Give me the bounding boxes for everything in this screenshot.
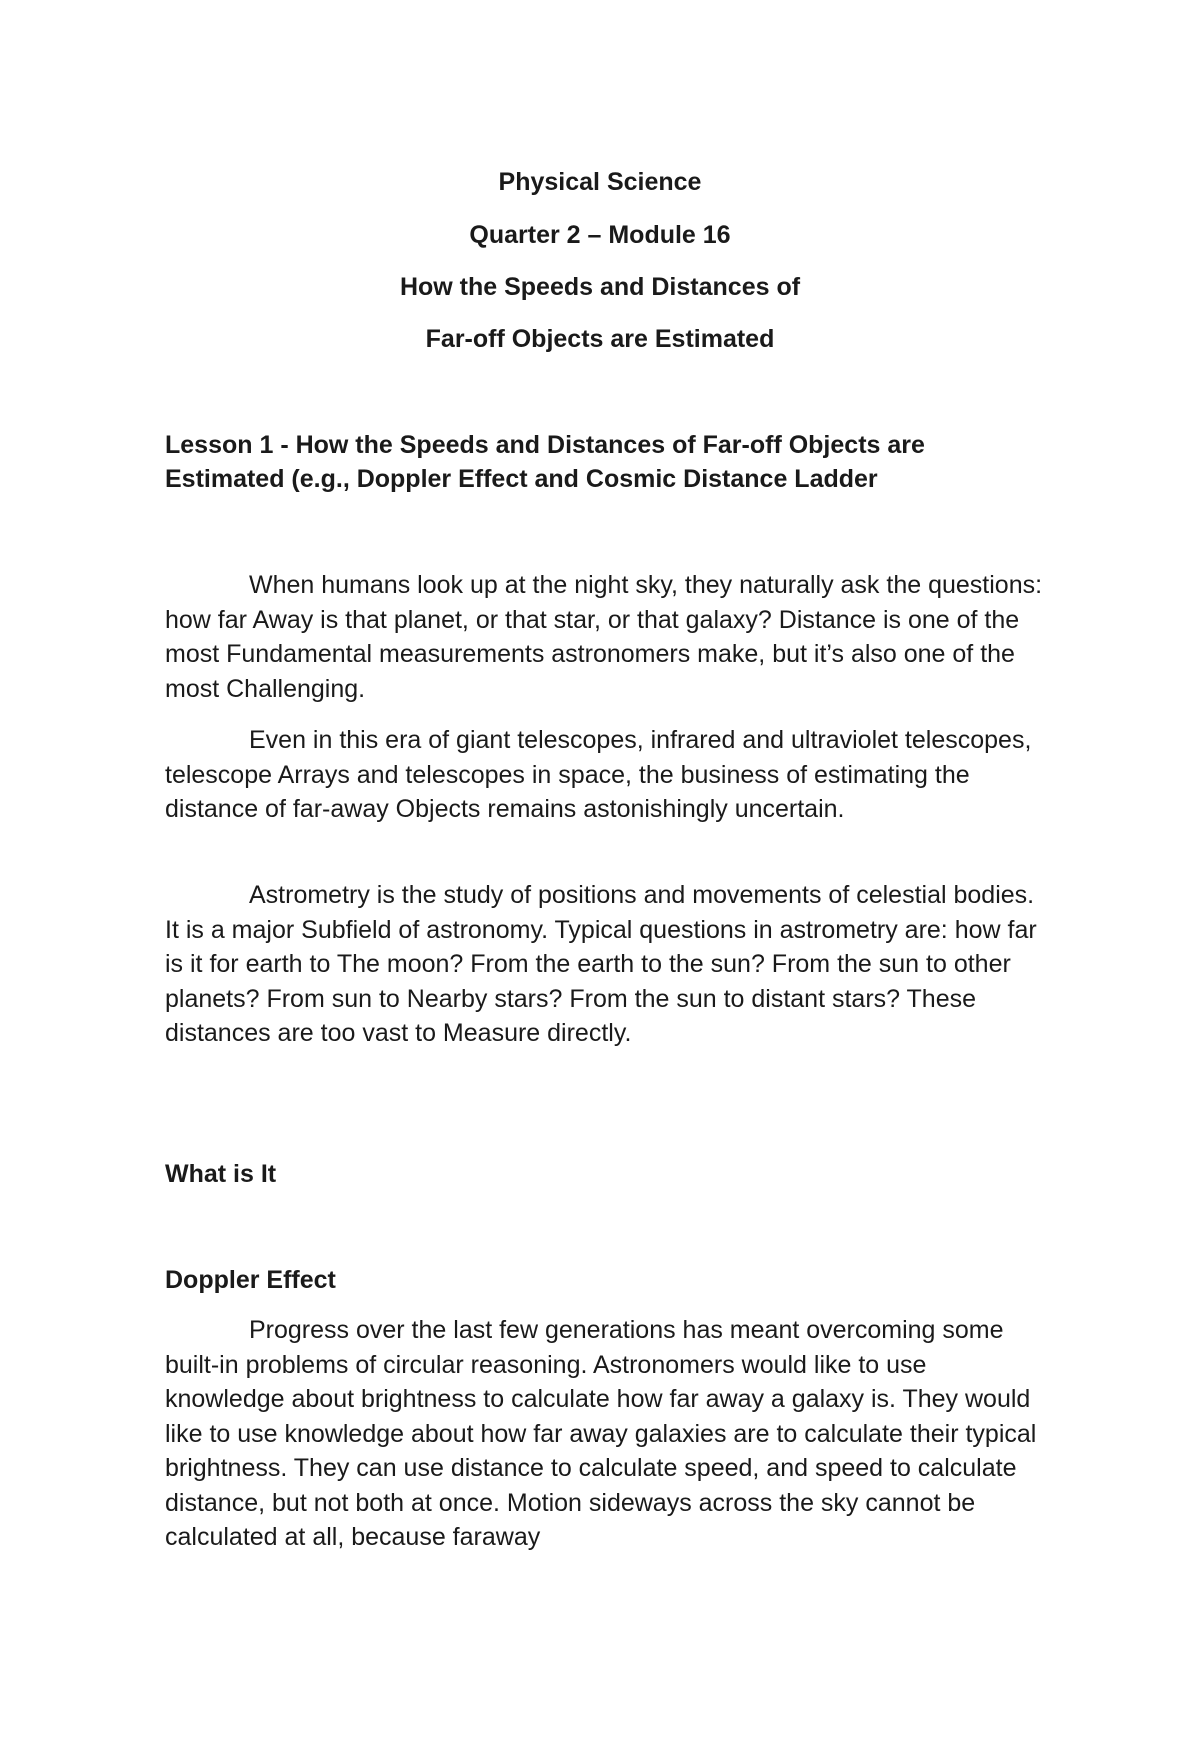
subject-title: Physical Science [498, 168, 702, 196]
doppler-paragraph: Progress over the last few generations has meant overcoming some built-in problems of circular reasoning. Astronomers would like to use knowledge about brightness to calculate how far away a galaxy is. They would like to use knowledge about how far away galaxies are to calculate their typical brightness. They can use distance to calculate speed, and speed to calculate distance, but not both at once. Motion sideways across the sky cannot be calculated at all, because faraway [165, 1316, 1037, 1551]
intro-paragraph-3: Astrometry is the study of positions and movements of celestial bodies. It is a major Subfield of astronomy. Typical questions in astrometry are: how far is it for earth to The moon? From the earth to the sun? From the sun to other planets? From sun to Nearby stars? From the sun to distant stars? These distances are too vast to Measure directly. [165, 881, 1037, 1047]
lesson-heading: Lesson 1 - How the Speeds and Distances of Far-off Objects are Estimated (e.g., Doppler Effect and Cosmic Distance Ladder [165, 431, 925, 493]
module-title-line-1: How the Speeds and Distances of [399, 273, 801, 301]
what-is-it-heading: What is It [165, 1160, 277, 1188]
module-title-line-2: Far-off Objects are Estimated [425, 325, 775, 353]
quarter-module-title: Quarter 2 – Module 16 [469, 221, 731, 249]
intro-paragraph-1: When humans look up at the night sky, they naturally ask the questions: how far Away is that planet, or that star, or that galaxy? Distance is one of the most Fundamental measurements astronomers make, but it’s also one of the most Challenging. [165, 571, 1043, 703]
intro-paragraph-2: Even in this era of giant telescopes, infrared and ultraviolet telescopes, telescope Arrays and telescopes in space, the business of estimating the distance of far-away Objects remains astonishingly uncertain. [165, 726, 1032, 823]
doppler-effect-heading: Doppler Effect [165, 1266, 336, 1294]
